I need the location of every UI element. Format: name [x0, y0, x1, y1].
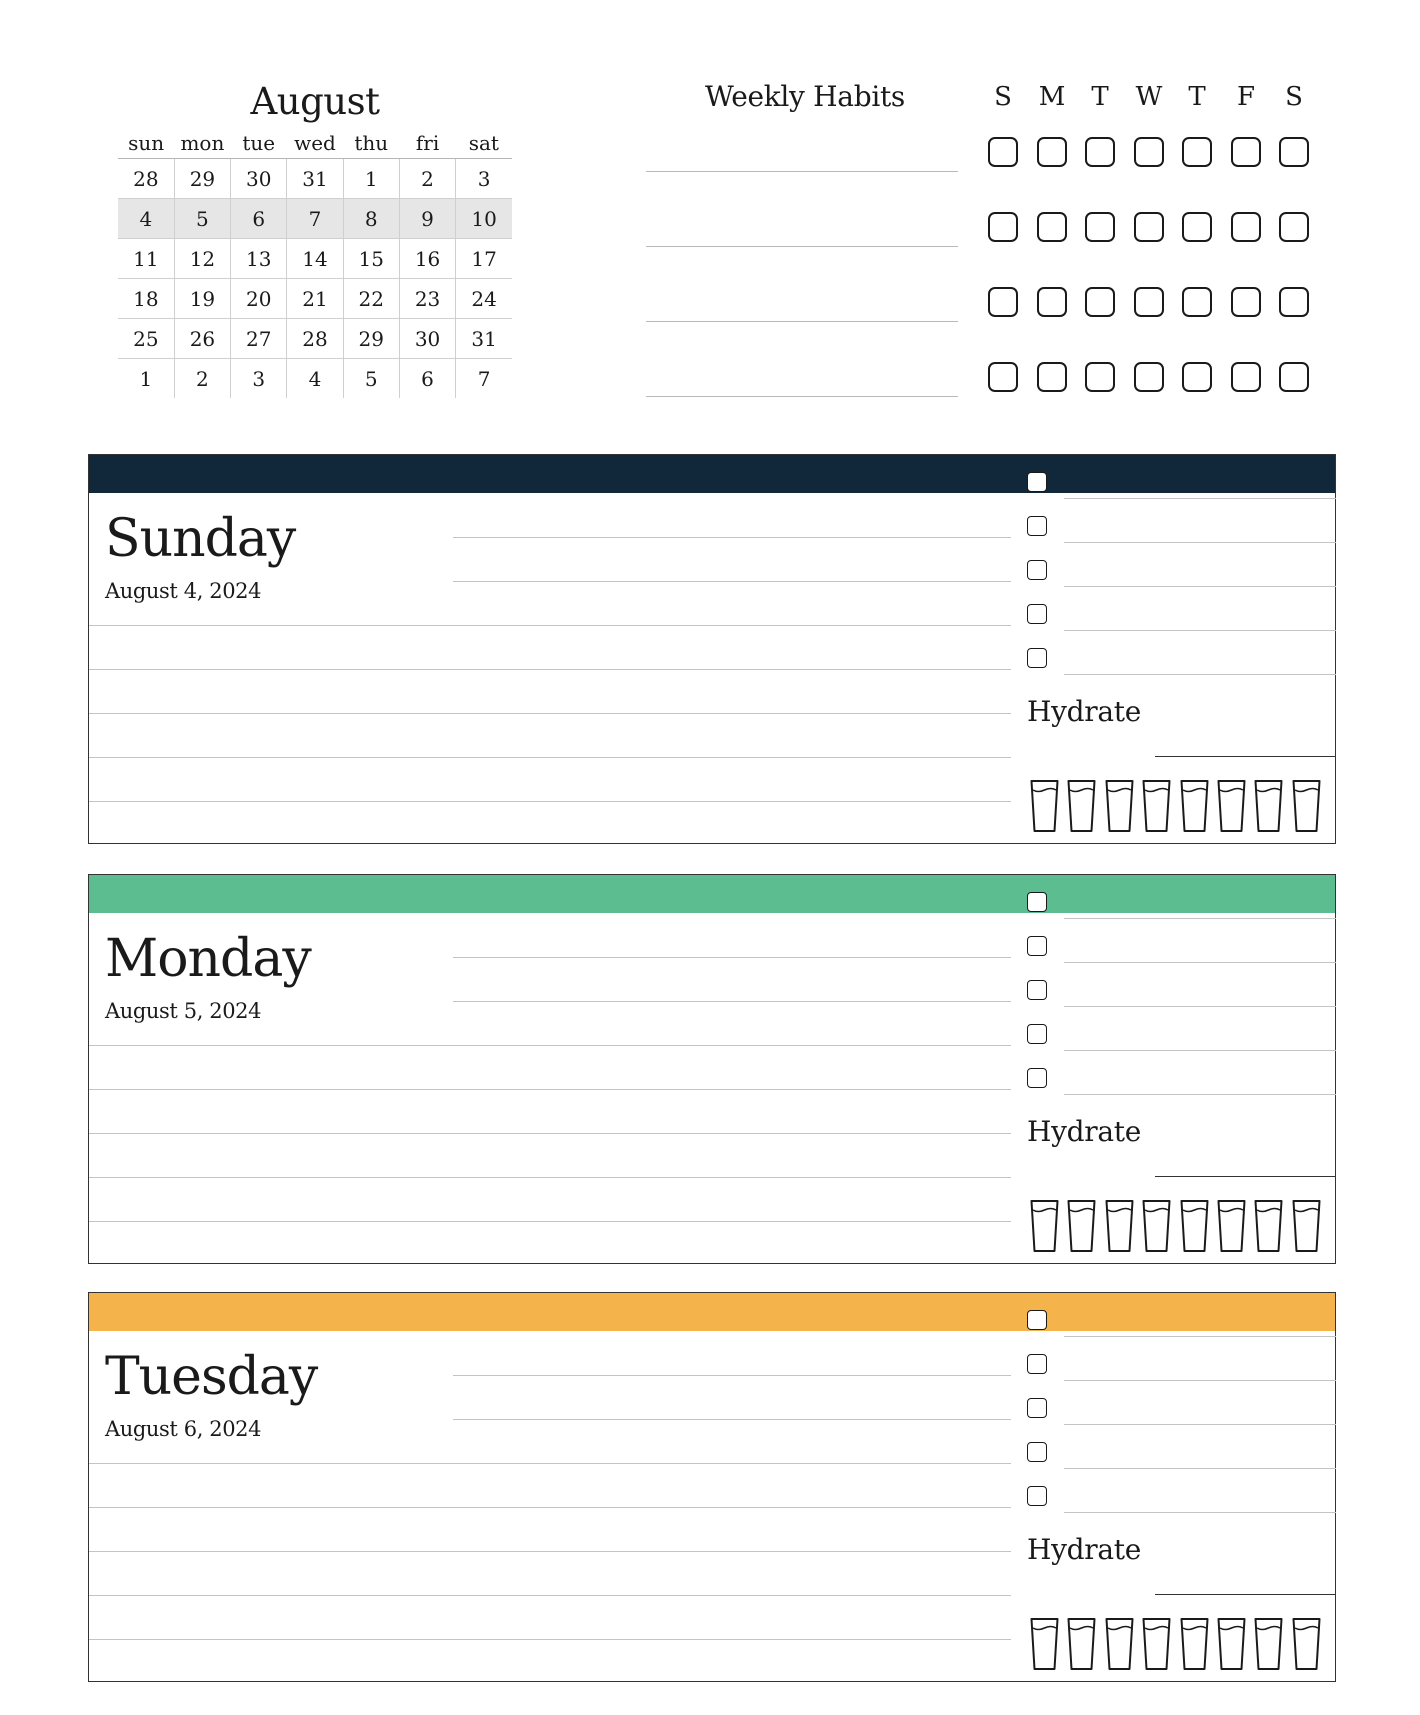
task-line[interactable]	[1064, 1424, 1336, 1425]
calendar-day[interactable]: 7	[477, 366, 491, 391]
calendar-day[interactable]: 19	[174, 279, 230, 319]
habit-checkbox[interactable]	[1279, 212, 1309, 242]
note-line[interactable]	[89, 625, 1011, 626]
calendar-day[interactable]: 20	[231, 279, 287, 319]
calendar-weekday-label: sun	[118, 128, 174, 159]
task-line[interactable]	[1064, 498, 1336, 499]
note-line[interactable]	[89, 1595, 1011, 1596]
note-line[interactable]	[453, 581, 1011, 582]
habit-checkbox[interactable]	[1231, 212, 1261, 242]
calendar-day[interactable]: 12	[174, 239, 230, 279]
calendar-day[interactable]: 14	[287, 239, 343, 279]
task-checkbox[interactable]	[1027, 648, 1047, 668]
note-line[interactable]	[89, 757, 1011, 758]
task-line[interactable]	[1064, 1380, 1336, 1381]
task-line[interactable]	[1064, 1468, 1336, 1469]
day-date: August 6, 2024	[105, 1417, 262, 1441]
hydrate-label: Hydrate	[1027, 1115, 1141, 1148]
calendar-weekday-label: wed	[287, 128, 343, 159]
habit-checkbox[interactable]	[988, 212, 1018, 242]
habit-checkbox[interactable]	[1134, 212, 1164, 242]
habit-name-line[interactable]	[646, 171, 958, 172]
calendar-day[interactable]: 5	[343, 359, 399, 399]
calendar-day[interactable]: 24	[456, 279, 512, 319]
habit-checkbox[interactable]	[1085, 212, 1115, 242]
water-glass-icon[interactable]	[1254, 1617, 1283, 1671]
water-glass-icon[interactable]	[1292, 1617, 1321, 1671]
calendar-day[interactable]: 21	[287, 279, 343, 319]
task-line[interactable]	[1064, 1050, 1336, 1051]
water-glass-icon[interactable]	[1030, 779, 1059, 833]
water-glass-icon[interactable]	[1292, 1199, 1321, 1253]
note-line[interactable]	[89, 1133, 1011, 1134]
task-checkbox[interactable]	[1027, 1024, 1047, 1044]
water-glass-icon[interactable]	[1254, 779, 1283, 833]
water-glass-icon[interactable]	[1180, 1199, 1209, 1253]
habit-day-letter: S	[994, 82, 1012, 112]
task-checkbox[interactable]	[1027, 1310, 1047, 1330]
calendar-day[interactable]: 4	[287, 359, 343, 399]
note-line[interactable]	[89, 713, 1011, 714]
task-line[interactable]	[1064, 542, 1336, 543]
habit-day-letter: T	[1091, 82, 1109, 112]
calendar-day[interactable]: 16	[399, 239, 455, 279]
calendar-day[interactable]: 23	[399, 279, 455, 319]
day-header-bar	[89, 1293, 1335, 1331]
calendar-day[interactable]: 10	[456, 199, 512, 239]
calendar-day[interactable]: 2	[174, 359, 230, 399]
water-glass-icon[interactable]	[1142, 779, 1171, 833]
day-block-tuesday	[88, 1292, 1336, 1682]
water-glass-icon[interactable]	[1142, 1199, 1171, 1253]
calendar-day[interactable]: 15	[343, 239, 399, 279]
calendar-day[interactable]: 6	[399, 359, 455, 399]
calendar-day[interactable]: 29	[343, 319, 399, 359]
task-checkbox[interactable]	[1027, 1398, 1047, 1418]
task-line[interactable]	[1064, 962, 1336, 963]
water-glass-icon[interactable]	[1180, 1617, 1209, 1671]
habit-checkbox[interactable]	[1085, 287, 1115, 317]
note-line[interactable]	[89, 1045, 1011, 1046]
water-glass-icon[interactable]	[1067, 1617, 1096, 1671]
task-line[interactable]	[1064, 1006, 1336, 1007]
calendar-day[interactable]: 30	[231, 159, 287, 199]
water-glass-icon[interactable]	[1217, 1617, 1246, 1671]
note-line[interactable]	[453, 1419, 1011, 1420]
habit-checkbox[interactable]	[1134, 137, 1164, 167]
calendar-day[interactable]: 28	[118, 159, 174, 199]
habit-checkbox[interactable]	[1182, 212, 1212, 242]
task-checkbox[interactable]	[1027, 1442, 1047, 1462]
note-line[interactable]	[453, 957, 1011, 958]
hydrate-line	[1155, 756, 1336, 757]
habit-checkbox[interactable]	[1279, 287, 1309, 317]
task-checkbox[interactable]	[1027, 1354, 1047, 1374]
water-glass-icon[interactable]	[1067, 1199, 1096, 1253]
habit-checkbox[interactable]	[1182, 362, 1212, 392]
water-glass-icon[interactable]	[1030, 1617, 1059, 1671]
note-line[interactable]	[89, 1221, 1011, 1222]
calendar-weekday-label: thu	[343, 128, 399, 159]
calendar-weekday-label: sat	[456, 128, 512, 159]
hydrate-label: Hydrate	[1027, 695, 1141, 728]
note-line[interactable]	[89, 801, 1011, 802]
hydrate-line	[1155, 1594, 1336, 1595]
habit-checkbox[interactable]	[988, 362, 1018, 392]
task-line[interactable]	[1064, 674, 1336, 675]
habit-checkbox[interactable]	[988, 287, 1018, 317]
habit-checkbox[interactable]	[1231, 287, 1261, 317]
calendar-weekday-label: mon	[174, 128, 230, 159]
calendar-month-title: August	[250, 80, 380, 123]
habit-checkbox[interactable]	[1231, 137, 1261, 167]
water-glass-icon[interactable]	[1292, 779, 1321, 833]
water-glass-icon[interactable]	[1254, 1199, 1283, 1253]
note-line[interactable]	[89, 1551, 1011, 1552]
calendar-day[interactable]: 4	[118, 199, 174, 239]
calendar-week-current	[118, 199, 512, 239]
habit-day-letter: F	[1236, 82, 1256, 112]
day-block-monday	[88, 874, 1336, 1264]
calendar-grid	[118, 128, 512, 398]
calendar-day[interactable]: 1	[118, 359, 174, 399]
task-line[interactable]	[1064, 1336, 1336, 1337]
calendar-day[interactable]: 6	[231, 199, 287, 239]
calendar-day[interactable]: 31	[456, 319, 512, 359]
note-line[interactable]	[89, 1507, 1011, 1508]
calendar-day[interactable]: 9	[399, 199, 455, 239]
day-block-sunday	[88, 454, 1336, 844]
water-glass-icon[interactable]	[1105, 1617, 1134, 1671]
task-checkbox[interactable]	[1027, 516, 1047, 536]
habit-day-letter: W	[1135, 82, 1163, 112]
water-glass-icon[interactable]	[1105, 779, 1134, 833]
note-line[interactable]	[453, 1001, 1011, 1002]
water-glass-icon[interactable]	[1142, 1617, 1171, 1671]
habit-checkbox[interactable]	[1182, 137, 1212, 167]
habit-checkbox[interactable]	[1279, 362, 1309, 392]
day-date: August 5, 2024	[105, 999, 262, 1023]
habit-name-line[interactable]	[646, 321, 958, 322]
calendar-day[interactable]: 13	[231, 239, 287, 279]
water-glass-icon[interactable]	[1105, 1199, 1134, 1253]
hydrate-label: Hydrate	[1027, 1533, 1141, 1566]
task-checkbox[interactable]	[1027, 936, 1047, 956]
habit-checkbox[interactable]	[988, 137, 1018, 167]
day-name: Tuesday	[105, 1347, 318, 1407]
calendar-day[interactable]: 26	[174, 319, 230, 359]
task-line[interactable]	[1064, 1512, 1336, 1513]
habit-checkbox[interactable]	[1037, 287, 1067, 317]
water-glass-icon[interactable]	[1217, 1199, 1246, 1253]
task-line[interactable]	[1064, 586, 1336, 587]
task-line[interactable]	[1064, 630, 1336, 631]
calendar-week	[118, 159, 512, 199]
task-line[interactable]	[1064, 918, 1336, 919]
calendar-day[interactable]: 3	[456, 159, 512, 199]
calendar-weekday-row	[118, 128, 512, 159]
note-line[interactable]	[89, 1177, 1011, 1178]
habit-checkbox[interactable]	[1231, 362, 1261, 392]
calendar-day[interactable]: 29	[174, 159, 230, 199]
note-line[interactable]	[89, 1639, 1011, 1640]
task-checkbox[interactable]	[1027, 892, 1047, 912]
day-date: August 4, 2024	[105, 579, 262, 603]
water-glass-icon[interactable]	[1180, 779, 1209, 833]
calendar-day[interactable]: 31	[287, 159, 343, 199]
task-checkbox[interactable]	[1027, 472, 1047, 492]
calendar-day[interactable]: 1	[343, 159, 399, 199]
calendar-day[interactable]: 17	[456, 239, 512, 279]
water-glass-icon[interactable]	[1067, 779, 1096, 833]
task-checkbox[interactable]	[1027, 980, 1047, 1000]
habit-checkbox[interactable]	[1134, 287, 1164, 317]
calendar-day[interactable]: 2	[399, 159, 455, 199]
task-checkbox[interactable]	[1027, 1486, 1047, 1506]
calendar-week	[118, 239, 512, 279]
habit-checkbox[interactable]	[1037, 362, 1067, 392]
calendar-weekday-label: fri	[399, 128, 455, 159]
habit-checkbox[interactable]	[1085, 137, 1115, 167]
calendar-week	[118, 279, 512, 319]
calendar-week	[118, 359, 512, 399]
note-line[interactable]	[89, 669, 1011, 670]
note-line[interactable]	[453, 1375, 1011, 1376]
note-line[interactable]	[89, 1089, 1011, 1090]
habit-day-letter: T	[1188, 82, 1206, 112]
day-header-bar	[89, 875, 1335, 913]
note-line[interactable]	[89, 1463, 1011, 1464]
task-checkbox[interactable]	[1027, 560, 1047, 580]
habit-checkbox[interactable]	[1037, 137, 1067, 167]
task-checkbox[interactable]	[1027, 1068, 1047, 1088]
water-glass-icon[interactable]	[1030, 1199, 1059, 1253]
hydrate-line	[1155, 1176, 1336, 1177]
habit-checkbox[interactable]	[1182, 287, 1212, 317]
day-name: Monday	[105, 929, 311, 989]
habit-checkbox[interactable]	[1037, 212, 1067, 242]
calendar-day[interactable]: 7	[287, 199, 343, 239]
habit-checkbox[interactable]	[1085, 362, 1115, 392]
habit-name-line[interactable]	[646, 396, 958, 397]
day-name: Sunday	[105, 509, 296, 569]
water-glass-icon[interactable]	[1217, 779, 1246, 833]
calendar-day[interactable]: 5	[174, 199, 230, 239]
calendar-weekday-label: tue	[231, 128, 287, 159]
calendar-day[interactable]: 3	[231, 359, 287, 399]
calendar-day[interactable]: 8	[343, 199, 399, 239]
calendar-day[interactable]: 27	[231, 319, 287, 359]
calendar-day[interactable]: 22	[343, 279, 399, 319]
habit-name-line[interactable]	[646, 246, 958, 247]
note-line[interactable]	[453, 537, 1011, 538]
task-line[interactable]	[1064, 1094, 1336, 1095]
calendar-day[interactable]: 28	[287, 319, 343, 359]
calendar-week	[118, 319, 512, 359]
habit-checkbox[interactable]	[1134, 362, 1164, 392]
habit-checkbox[interactable]	[1279, 137, 1309, 167]
calendar-day[interactable]: 18	[118, 279, 174, 319]
calendar-day[interactable]: 25	[118, 319, 174, 359]
calendar-day[interactable]: 30	[399, 319, 455, 359]
task-checkbox[interactable]	[1027, 604, 1047, 624]
habit-day-letter: M	[1038, 82, 1066, 112]
weekly-habits-title: Weekly Habits	[705, 80, 905, 113]
calendar-day[interactable]: 11	[118, 239, 174, 279]
habit-day-letter: S	[1285, 82, 1303, 112]
day-header-bar	[89, 455, 1335, 493]
